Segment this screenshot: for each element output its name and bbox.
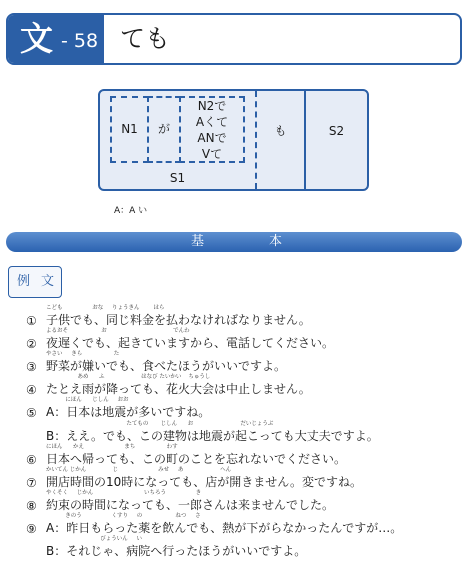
- example-number: ③: [26, 360, 37, 374]
- example-number: ④: [26, 383, 37, 397]
- example-9b: [26, 537, 466, 559]
- form-v: Vて: [201, 147, 223, 161]
- lesson-header: [6, 13, 462, 65]
- example-sentences-tag: [8, 266, 62, 298]
- example-5b: [26, 422, 466, 444]
- example-text: 開店時間の10時になっても、店が開きません。変ですね。: [46, 475, 362, 489]
- example-8: [26, 491, 466, 513]
- furigana: やさい きら た: [46, 351, 120, 357]
- mo-label: も: [274, 124, 287, 138]
- ga-label: が: [157, 122, 170, 136]
- example-text: たとえ雨が降っても、花火大会は中止しません。: [46, 382, 311, 396]
- dashed-divider: [255, 91, 257, 189]
- section-char-1: 基: [191, 234, 205, 249]
- example-number: ⑦: [26, 476, 37, 490]
- furigana: あめ ふ はなび たいかい ちゅうし: [46, 374, 211, 380]
- example-text: B：それじゃ、病院へ行ったほうがいいですよ。: [46, 544, 307, 558]
- example-number: ⑥: [26, 453, 37, 467]
- furigana: にほん かえ まち わす: [46, 444, 178, 450]
- furigana: たてもの じしん お だいじょうぶ: [46, 421, 274, 427]
- example-4: [26, 375, 466, 397]
- example-text: 約束の時間になっても、一郎さんは来ませんでした。: [46, 498, 335, 512]
- furigana: びょういん い: [46, 536, 142, 542]
- badge-number: - 58: [61, 30, 99, 52]
- furigana: やくそく じかん いちろう き: [46, 490, 202, 496]
- furigana: にほん じしん おお: [46, 397, 129, 403]
- solid-divider: [304, 91, 306, 189]
- example-number: ②: [26, 337, 37, 351]
- example-text: 子供でも、同じ料金を払わなければなりません。: [46, 313, 311, 327]
- example-2: [26, 329, 466, 351]
- example-number: ⑧: [26, 499, 37, 513]
- furigana: かいてん じかん じ みせ あ へん: [46, 467, 232, 473]
- example-text: 夜遅くでも、起きていますから、電話してください。: [46, 336, 335, 350]
- example-number: ⑤: [26, 406, 37, 420]
- s2-label: S2: [328, 124, 345, 138]
- example-text: B：ええ。でも、この建物は地震が起こっても大丈夫ですよ。: [46, 429, 379, 443]
- tag-char-1: 例: [17, 274, 31, 289]
- badge-kanji: 文: [20, 19, 53, 58]
- furigana: こども おな りょうきん はら: [46, 305, 165, 311]
- example-number: ①: [26, 314, 37, 328]
- form-an: ANで: [197, 131, 227, 145]
- s1-label: S1: [169, 171, 186, 185]
- example-text: 日本へ帰っても、この町のことを忘れないでください。: [46, 452, 347, 466]
- tag-char-2: 文: [41, 274, 55, 289]
- example-6: [26, 445, 466, 467]
- example-number: ⑨: [26, 522, 37, 536]
- section-char-2: 本: [269, 234, 283, 249]
- example-text: A：昨日もらった薬を飲んでも、熱が下がらなかったんですが…。: [46, 521, 403, 535]
- lesson-badge: [8, 15, 104, 63]
- example-7: [26, 468, 466, 490]
- form-a: Aくて: [195, 115, 229, 129]
- n1-label: N1: [121, 122, 138, 136]
- section-bar-basic: [6, 232, 462, 252]
- example-3: [26, 352, 466, 374]
- example-text: 野菜が嫌いでも、食べたほうがいいですよ。: [46, 359, 287, 373]
- diagram-caption: A：A い: [114, 206, 148, 216]
- grammar-diagram: [98, 89, 369, 191]
- example-5a: [26, 398, 466, 420]
- lesson-title: ても: [120, 24, 171, 53]
- furigana: きのう くすり の ねつ さ: [46, 513, 201, 519]
- furigana: よるおそ お でんわ: [46, 328, 190, 334]
- example-9a: [26, 514, 466, 536]
- example-text: A：日本は地震が多いですね。: [46, 405, 211, 419]
- form-n2: N2で: [197, 99, 227, 113]
- example-1: [26, 306, 466, 328]
